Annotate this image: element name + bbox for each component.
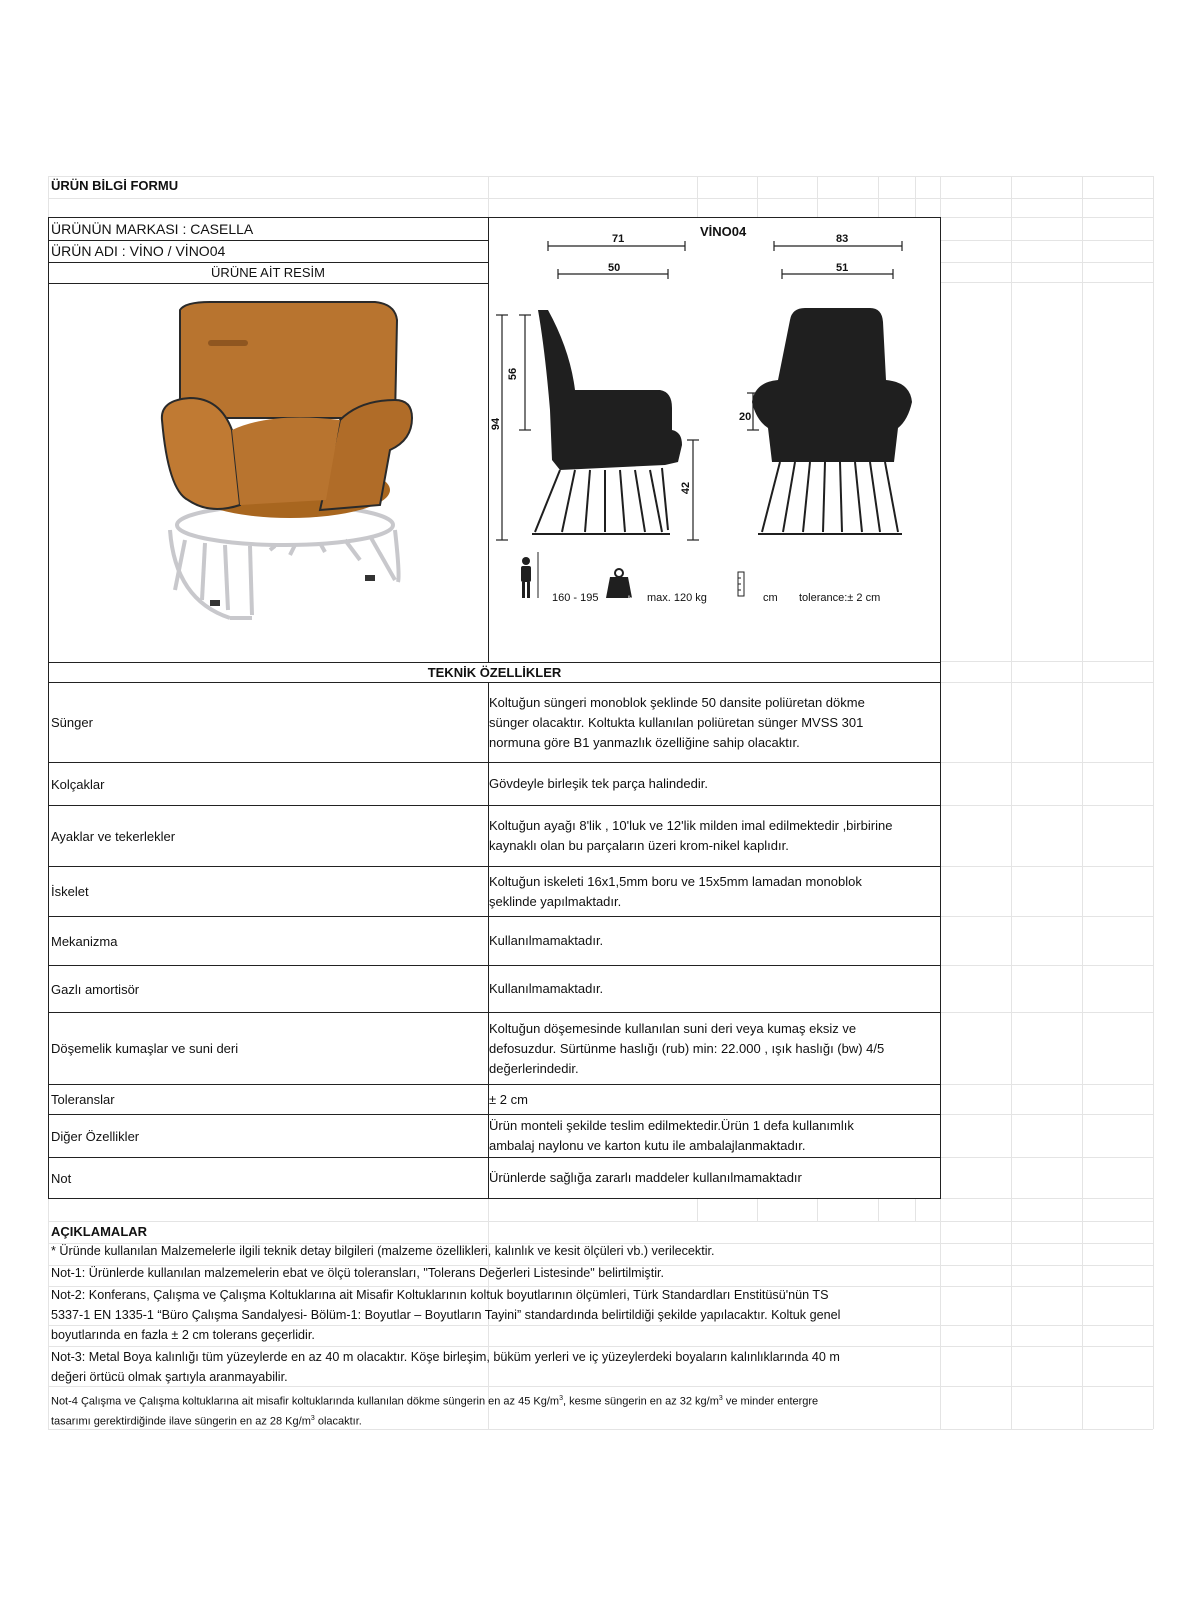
note-2-line-2: 5337-1 EN 1335-1 “Büro Çalışma Sandalyesi- Bölüm-1: Boyutlar – Boyutların Tayini” standardında belirtildiği şekilde yapılacaktır. Koltuk genel xyxy=(51,1308,841,1322)
person-height-range: 160 - 195 xyxy=(552,592,599,604)
spec-label-mekanizma: Mekanizma xyxy=(51,933,118,949)
brand-label: ÜRÜNÜN MARKASI : CASELLA xyxy=(51,221,254,237)
spec-label-gazli-amortisor: Gazlı amortisör xyxy=(51,981,140,997)
product-name-label: ÜRÜN ADI : VİNO / VİNO04 xyxy=(51,243,226,259)
image-caption: ÜRÜNE AİT RESİM xyxy=(211,265,325,280)
spec-value-toleranslar: ± 2 cm xyxy=(489,1091,528,1107)
unit-label: cm xyxy=(763,592,778,604)
note-4-line-1: Not-4 Çalışma ve Çalışma koltuklarına ait misafir koltuklarında kullanılan dökme süngerin en az 45 $Kg/m^3$, kesme süngerin en az 32 $kg/m^3$ ve minder entergre xyxy=(51,1395,819,1408)
dim-back-height: 56 xyxy=(507,367,520,381)
weight-icon-label: kg xyxy=(628,596,637,603)
spec-label-doseme: Döşemelik kumaşlar ve suni deri xyxy=(51,1041,239,1056)
dim-arm-height: 20 xyxy=(739,411,752,423)
form-title: ÜRÜN BİLGİ FORMU xyxy=(51,178,179,193)
dim-total-height: 94 xyxy=(490,417,503,431)
spec-value-not: Ürünlerde sağlığa zararlı maddeler kullanılmamaktadır xyxy=(489,1170,802,1185)
spec-value-doseme: Koltuğun döşemesinde kullanılan suni deri veya kumaş eksiz ve defosuzdur. Sürtünme haslığı (rub) min: 22.000 , ışık haslığı (bw) 4/5 değerlerindedir. xyxy=(489,1020,885,1076)
spec-label-not: Not xyxy=(51,1170,72,1186)
notes-title: AÇIKLAMALAR xyxy=(51,1224,148,1239)
person-icon xyxy=(521,557,531,598)
weight-icon xyxy=(606,569,632,598)
tolerance-label: tolerance:± 2 cm xyxy=(799,592,881,604)
note-1: Not-1: Ürünlerde kullanılan malzemelerin ebat ve ölçü toleransları, "Tolerans Değerleri Listesinde" belirtilmiştir. xyxy=(51,1266,665,1280)
spec-value-ayaklar: Koltuğun ayağı 8'lik , 10'luk ve 12'lik milden imal edilmektedir ,birbirine kaynaklı olan bu parçaların üzeri krom-nikel kaplıdır. xyxy=(489,818,893,853)
dim-seat-height: 42 xyxy=(680,481,693,495)
model-code: VİNO04 xyxy=(700,224,747,239)
dim-front-seat-width: 51 xyxy=(836,262,849,274)
product-photo xyxy=(150,300,430,630)
technical-drawing xyxy=(490,230,938,610)
spec-label-toleranslar: Toleranslar xyxy=(51,1092,115,1107)
ruler-icon xyxy=(738,572,744,596)
spec-value-gazli-amortisor: Kullanılmamaktadır. xyxy=(489,981,604,996)
spec-label-iskelet: İskelet xyxy=(51,884,89,899)
dim-front-top-width: 83 xyxy=(836,233,849,245)
spec-value-mekanizma: Kullanılmamaktadır. xyxy=(489,933,604,948)
note-3-line-2: değeri örtücü olmak şartıyla aranmayabilir. xyxy=(51,1370,288,1384)
dim-side-top-width: 71 xyxy=(612,233,625,245)
tech-spec-title: TEKNİK ÖZELLİKLER xyxy=(427,665,562,680)
spec-label-kolcaklar: Kolçaklar xyxy=(51,776,105,792)
spec-label-diger: Diğer Özellikler xyxy=(51,1128,140,1144)
note-4-line-2: tasarımı gerektirdiğinde ilave süngerin en az 28 $Kg/m^3$ olacaktır. xyxy=(51,1415,362,1428)
spec-label-sunger: Sünger xyxy=(51,715,93,730)
note-general: * Üründe kullanılan Malzemelerle ilgili teknik detay bilgileri (malzeme özellikleri, kalınlık ve kesit ölçüleri vb.) verilecektir. xyxy=(51,1244,715,1258)
note-2-line-3: boyutlarında en fazla ± 2 cm tolerans geçerlidir. xyxy=(51,1328,315,1342)
chrome-base xyxy=(170,505,399,618)
spec-label-ayaklar: Ayaklar ve tekerlekler xyxy=(51,828,176,844)
front-view-chair xyxy=(752,308,912,534)
dim-side-seat-width: 50 xyxy=(608,262,621,274)
spec-value-iskelet: Koltuğun iskeleti 16x1,5mm boru ve 15x5mm lamadan monoblok şeklinde yapılmaktadır. xyxy=(489,873,862,909)
max-weight: max. 120 kg xyxy=(647,592,707,604)
note-2-line-1: Not-2: Konferans, Çalışma ve Çalışma Koltuklarına ait Misafir Koltuklarının koltuk boyutlarının ölçümleri, Türk Standardları Enstitüsü'nün TS xyxy=(51,1288,829,1302)
side-view-chair xyxy=(532,310,682,534)
spec-value-diger: Ürün monteli şekilde teslim edilmektedir.Ürün 1 defa kullanımlık ambalaj naylonu ve karton kutu ile ambalajlanmaktadır. xyxy=(489,1118,854,1153)
spec-value-kolcaklar: Gövdeyle birleşik tek parça halindedir. xyxy=(489,776,708,791)
spec-value-sunger: Koltuğun süngeri monoblok şeklinde 50 dansite poliüretan dökme sünger olacaktır. Koltukta kullanılan poliüretan sünger MVSS 301 normuna göre B1 yanmazlık özelliğine sahip olacaktır. xyxy=(489,694,865,750)
note-3-line-1: Not-3: Metal Boya kalınlığı tüm yüzeylerde en az 40 m olacaktır. Köşe birleşim, büküm yerleri ve iç yüzeylerdeki boyaların kalınlıklarında 40 m xyxy=(51,1350,840,1364)
